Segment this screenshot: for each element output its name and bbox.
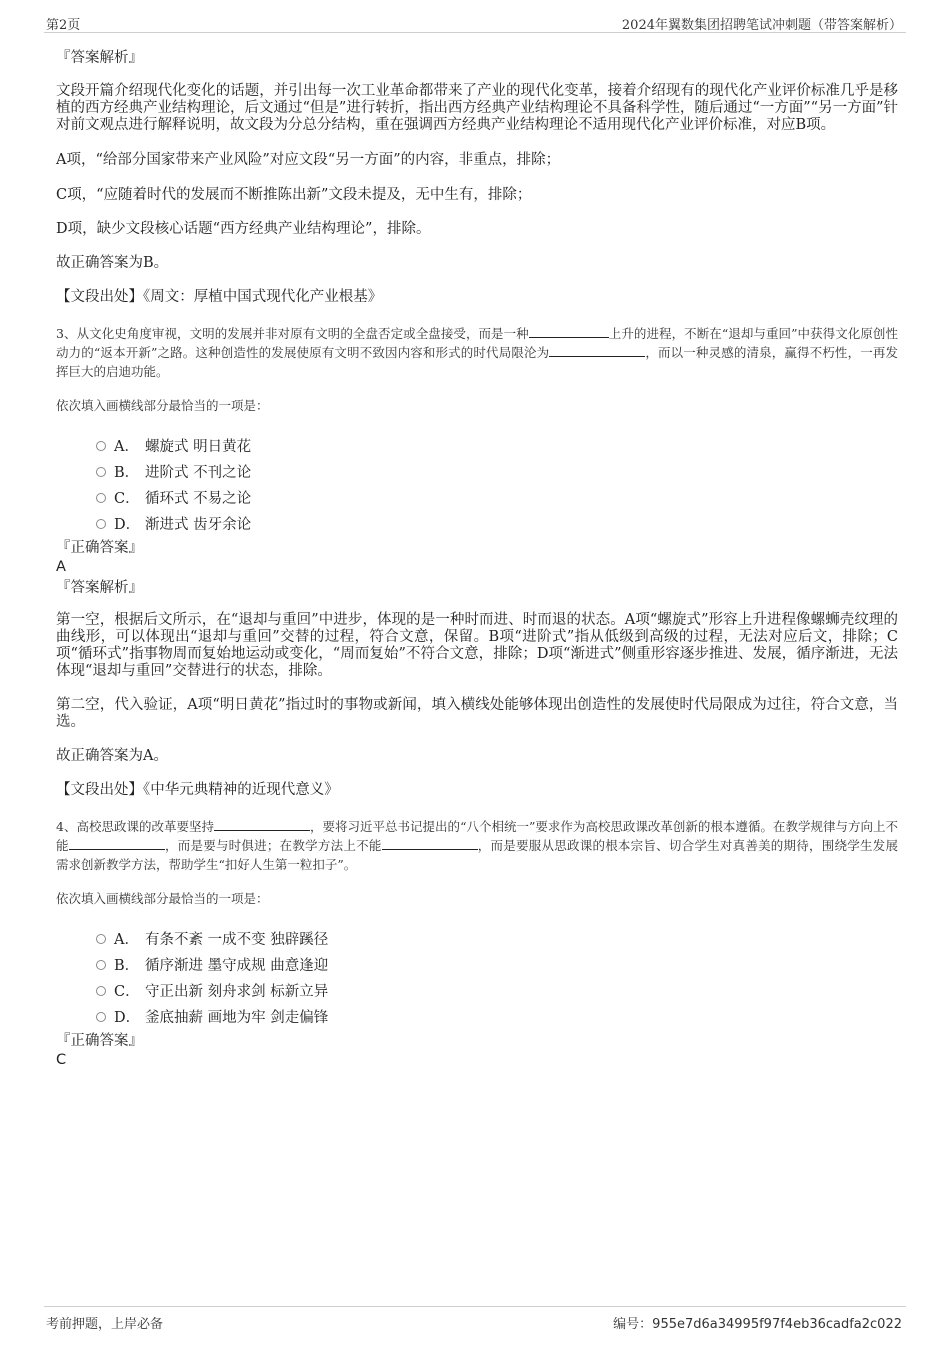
radio-button[interactable] [96,960,106,970]
answer-analysis-label: 『答案解析』 [56,580,143,596]
correct-answer: A [56,559,66,575]
analysis-option-d: D项，缺少文段核心话题“西方经典产业结构理论”，排除。 [56,221,431,237]
analysis-option-c: C项，“应随着时代的发展而不断推陈出新”文段未提及，无中生有，排除； [56,187,532,203]
correct-answer-label: 『正确答案』 [56,1033,143,1049]
option-d[interactable]: D． 釜底抽薪 画地为牢 剑走偏锋 [56,1005,898,1031]
document-code: 编号：955e7d6a34995f97f4eb36cadfa2c022 [613,1317,902,1332]
analysis-option-a: A项，“给部分国家带来产业风险”对应文段“另一方面”的内容，非重点，排除； [56,152,561,168]
option-b[interactable]: B． 进阶式 不刊之论 [56,460,898,486]
document-title: 2024年翼数集团招聘笔试冲刺题（带答案解析） [621,18,902,33]
option-a[interactable]: A． 有条不紊 一成不变 独辟蹊径 [56,927,898,953]
page-number: 第2页 [46,18,81,33]
radio-button[interactable] [96,493,106,503]
analysis-conclusion: 故正确答案为A。 [56,748,168,764]
document-body [56,46,898,1069]
radio-button[interactable] [96,441,106,451]
fill-blank [529,327,609,338]
passage-source: 【文段出处】《周文：厚植中国式现代化产业根基》 [56,289,383,305]
analysis-paragraph: 文段开篇介绍现代化变化的话题，并引出每一次工业革命都带来了产业的现代化变革，接着介绍现有的现代化产业评价标准几乎是移植的西方经典产业结构理论，后文通过“但是”进行转折，指出西方经典产业结构理论不具备科学性，随后通过“一方面”“另一方面”针对前文观点进行解释说明，故文段为分总分结构，重在强调西方经典产业结构理论不适用现代化产业评价标准，对应B项。 [56,83,898,133]
passage-source: 【文段出处】《中华元典精神的近现代意义》 [56,782,339,798]
radio-button[interactable] [96,467,106,477]
correct-answer-label: 『正确答案』 [56,540,143,556]
question-4-instruction: 依次填入画横线部分最恰当的一项是： [56,891,269,906]
fill-blank [69,839,165,850]
radio-button[interactable] [96,519,106,529]
fill-blank [214,820,310,831]
fill-blank [549,346,645,357]
radio-button[interactable] [96,934,106,944]
question-4-options [56,927,898,1031]
page-footer [44,1306,906,1331]
analysis-paragraph: 第一空，根据后文所示，在“退却与重回”中进步，体现的是一种时而进、时而退的状态。A项“螺旋式”形容上升进程像螺蛳壳纹理的曲线形，可以体现出“退却与重回”交替的过程，符合文意，保留。B项“进阶式”指从低级到高级的过程，无法对应后文，排除；C项“循环式”指事物周而复始地运动或变化，“周而复始”不符合文意，排除；D项“渐进式”侧重形容逐步推进、发展，循序渐进，无法体现“退却与重回”交替进行的状态，排除。 [56,612,898,679]
analysis-paragraph: 第二空，代入验证，A项“明日黄花”指过时的事物或新闻，填入横线处能够体现出创造性的发展使时代局限成为过往，符合文意，当选。 [56,697,898,730]
option-c[interactable]: C． 循环式 不易之论 [56,486,898,512]
analysis-conclusion: 故正确答案为B。 [56,255,169,271]
radio-button[interactable] [96,1012,106,1022]
fill-blank [382,839,478,850]
correct-answer: C [56,1052,67,1068]
question-3-instruction: 依次填入画横线部分最恰当的一项是： [56,398,269,413]
option-b[interactable]: B． 循序渐进 墨守成规 曲意逢迎 [56,953,898,979]
option-c[interactable]: C． 守正出新 刻舟求剑 标新立异 [56,979,898,1005]
answer-analysis-label: 『答案解析』 [56,50,143,66]
option-d[interactable]: D． 渐进式 齿牙余论 [56,512,898,538]
option-a[interactable]: A． 螺旋式 明日黄花 [56,434,898,460]
footer-slogan: 考前押题，上岸必备 [46,1317,164,1332]
radio-button[interactable] [96,986,106,996]
page-header [44,10,906,33]
question-3-options [56,434,898,538]
question-3-stem: 3、从文化史角度审视，文明的发展并非对原有文明的全盘否定或全盘接受，而是一种 上升的进程，不断在“退却与重回”中获得文化原创性动力的“返本开新”之路。这种创造性的发展使原有文明不致因内容和形式的时代局限沦为 ，而以一种灵感的清泉，赢得不朽性，一再发挥巨大的启迪功能。 [56,326,898,379]
question-4-stem: 4、高校思政课的改革要坚持 ，要将习近平总书记提出的“八个相统一”要求作为高校思政课改革创新的根本遵循。在教学规律与方向上不能 ，而是要与时俱进；在教学方法上不能 ，而是要服从思政课的根本宗旨、切合学生对真善美的期待，围绕学生发展需求创新教学方法，帮助学生“扣好人生第一粒扣子”。 [56,819,898,872]
